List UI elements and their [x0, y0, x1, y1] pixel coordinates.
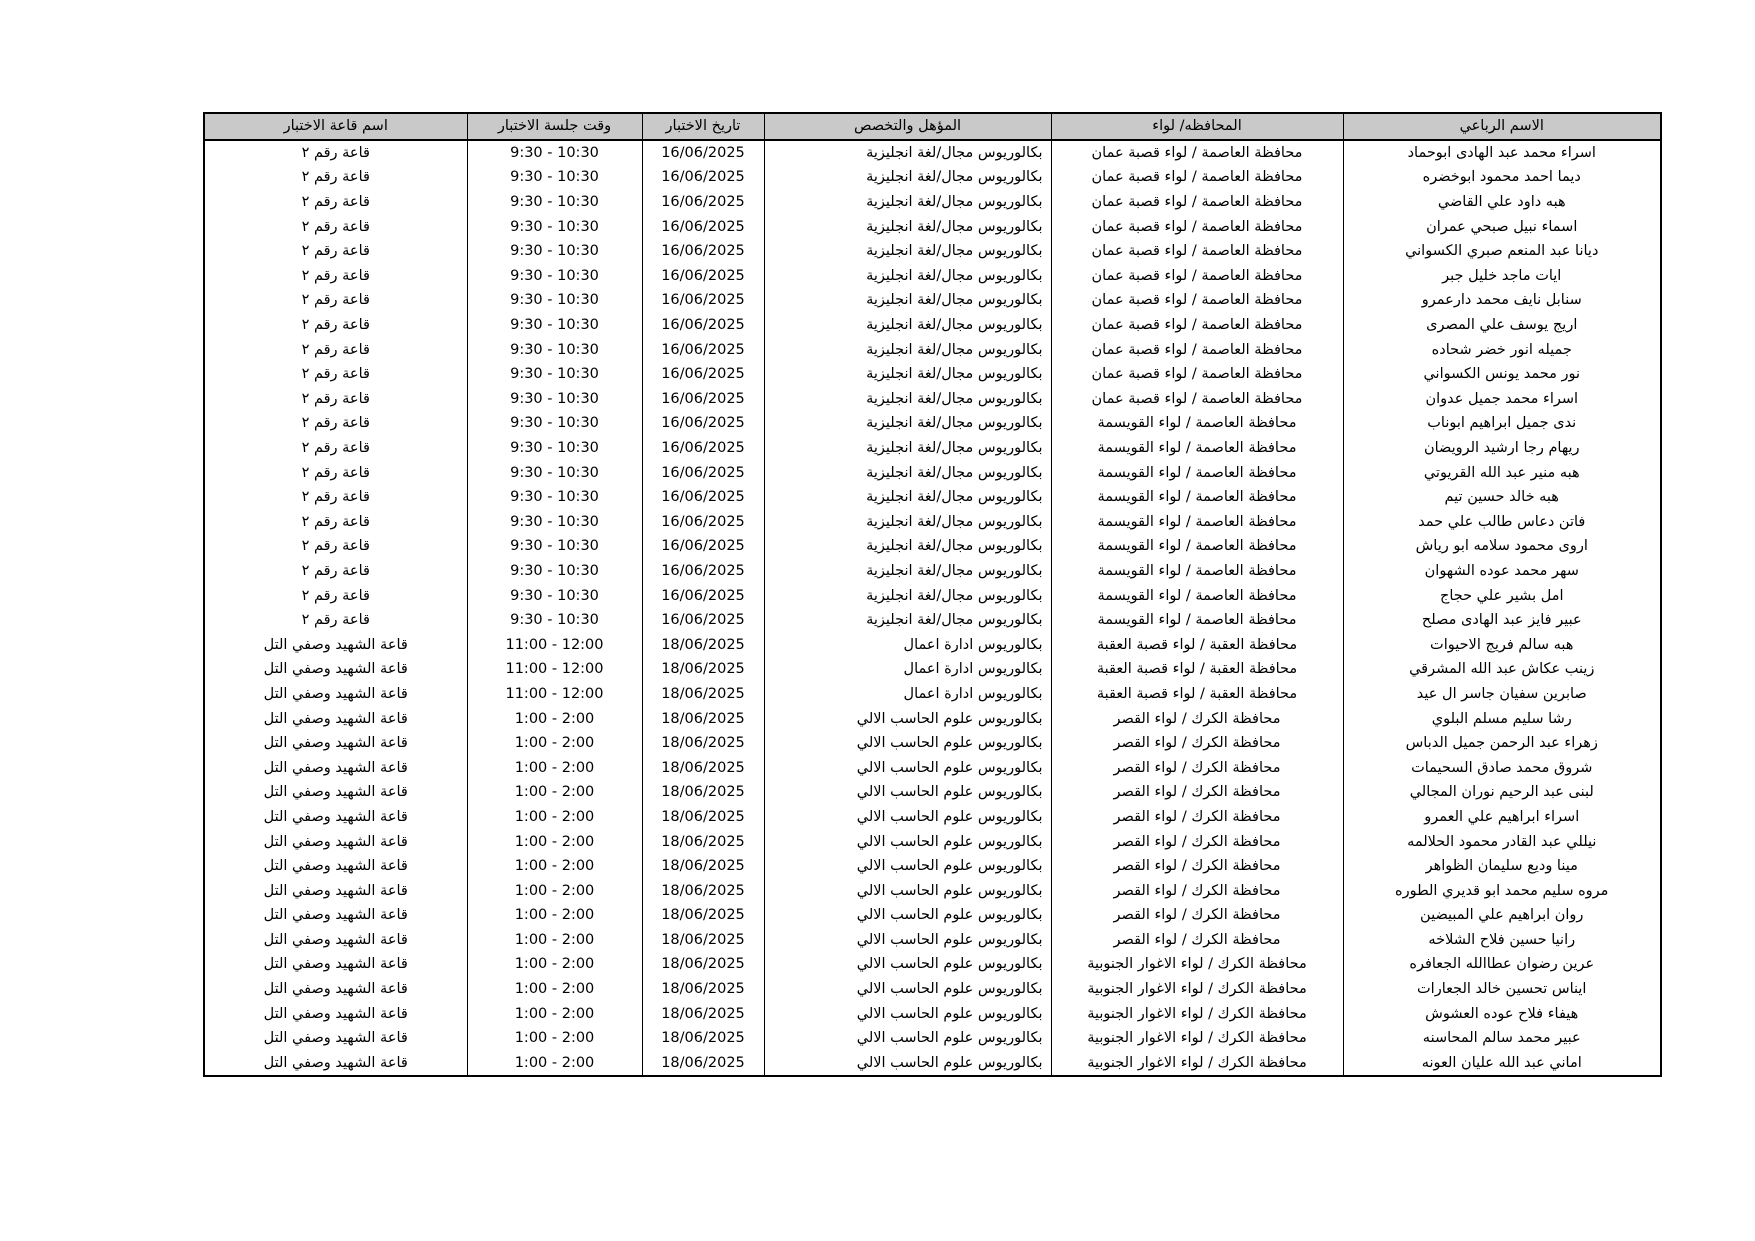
- table-row: [204, 411, 1661, 436]
- name-cell: هبه داود علي القاضي: [1343, 190, 1661, 215]
- name-cell: سهر محمد عوده الشهوان: [1343, 559, 1661, 584]
- governorate-cell: محافظة العاصمة / لواء قصبة عمان: [1051, 362, 1343, 387]
- name-cell: هبه خالد حسين تيم: [1343, 485, 1661, 510]
- date-cell: 18/06/2025: [642, 780, 764, 805]
- hall-cell: قاعة رقم ٢: [204, 337, 467, 362]
- date-cell: 16/06/2025: [642, 608, 764, 633]
- name-cell: اسراء ابراهيم علي العمرو: [1343, 805, 1661, 830]
- date-cell: 18/06/2025: [642, 1026, 764, 1051]
- hall-cell: قاعة رقم ٢: [204, 387, 467, 412]
- governorate-cell: محافظة العاصمة / لواء قصبة عمان: [1051, 239, 1343, 264]
- header-governorate: المحافظه/ لواء: [1051, 113, 1343, 140]
- hall-cell: قاعة الشهيد وصفي التل: [204, 780, 467, 805]
- qualification-cell: بكالوريوس مجال/لغة انجليزية: [764, 165, 1051, 190]
- qualification-cell: بكالوريوس مجال/لغة انجليزية: [764, 239, 1051, 264]
- name-cell: اماني عبد الله عليان العونه: [1343, 1051, 1661, 1077]
- governorate-cell: محافظة العاصمة / لواء القويسمة: [1051, 460, 1343, 485]
- table-row: [204, 780, 1661, 805]
- table-row: [204, 632, 1661, 657]
- qualification-cell: بكالوريوس مجال/لغة انجليزية: [764, 485, 1051, 510]
- qualification-cell: بكالوريوس علوم الحاسب الالي: [764, 1001, 1051, 1026]
- qualification-cell: بكالوريوس علوم الحاسب الالي: [764, 952, 1051, 977]
- name-cell: امل بشير علي حجاج: [1343, 583, 1661, 608]
- date-cell: 16/06/2025: [642, 387, 764, 412]
- time-cell: 9:30 - 10:30: [467, 190, 642, 215]
- time-cell: 1:00 - 2:00: [467, 805, 642, 830]
- date-cell: 16/06/2025: [642, 239, 764, 264]
- date-cell: 16/06/2025: [642, 436, 764, 461]
- hall-cell: قاعة الشهيد وصفي التل: [204, 731, 467, 756]
- qualification-cell: بكالوريوس ادارة اعمال: [764, 632, 1051, 657]
- time-cell: 9:30 - 10:30: [467, 608, 642, 633]
- time-cell: 1:00 - 2:00: [467, 780, 642, 805]
- name-cell: اسراء محمد جميل عدوان: [1343, 387, 1661, 412]
- date-cell: 18/06/2025: [642, 903, 764, 928]
- hall-cell: قاعة رقم ٢: [204, 239, 467, 264]
- governorate-cell: محافظة العقبة / لواء قصبة العقبة: [1051, 657, 1343, 682]
- table-row: [204, 829, 1661, 854]
- governorate-cell: محافظة الكرك / لواء القصر: [1051, 854, 1343, 879]
- hall-cell: قاعة الشهيد وصفي التل: [204, 903, 467, 928]
- date-cell: 18/06/2025: [642, 1051, 764, 1077]
- date-cell: 16/06/2025: [642, 165, 764, 190]
- governorate-cell: محافظة العاصمة / لواء القويسمة: [1051, 534, 1343, 559]
- time-cell: 9:30 - 10:30: [467, 559, 642, 584]
- hall-cell: قاعة رقم ٢: [204, 460, 467, 485]
- hall-cell: قاعة الشهيد وصفي التل: [204, 1051, 467, 1077]
- hall-cell: قاعة الشهيد وصفي التل: [204, 1026, 467, 1051]
- time-cell: 9:30 - 10:30: [467, 362, 642, 387]
- governorate-cell: محافظة العاصمة / لواء قصبة عمان: [1051, 140, 1343, 166]
- table-row: [204, 165, 1661, 190]
- governorate-cell: محافظة العاصمة / لواء القويسمة: [1051, 608, 1343, 633]
- table-row: [204, 214, 1661, 239]
- time-cell: 1:00 - 2:00: [467, 755, 642, 780]
- date-cell: 16/06/2025: [642, 362, 764, 387]
- time-cell: 9:30 - 10:30: [467, 460, 642, 485]
- governorate-cell: محافظة الكرك / لواء القصر: [1051, 731, 1343, 756]
- hall-cell: قاعة رقم ٢: [204, 288, 467, 313]
- table-row: [204, 977, 1661, 1002]
- table-row: [204, 510, 1661, 535]
- name-cell: ايناس تحسين خالد الجعارات: [1343, 977, 1661, 1002]
- qualification-cell: بكالوريوس مجال/لغة انجليزية: [764, 387, 1051, 412]
- hall-cell: قاعة رقم ٢: [204, 140, 467, 166]
- time-cell: 9:30 - 10:30: [467, 387, 642, 412]
- name-cell: ايات ماجد خليل جبر: [1343, 264, 1661, 289]
- time-cell: 1:00 - 2:00: [467, 854, 642, 879]
- name-cell: رانيا حسين فلاح الشلاخه: [1343, 928, 1661, 953]
- hall-cell: قاعة رقم ٢: [204, 583, 467, 608]
- date-cell: 18/06/2025: [642, 854, 764, 879]
- governorate-cell: محافظة العاصمة / لواء القويسمة: [1051, 485, 1343, 510]
- header-date: تاريخ الاختبار: [642, 113, 764, 140]
- governorate-cell: محافظة الكرك / لواء القصر: [1051, 780, 1343, 805]
- time-cell: 1:00 - 2:00: [467, 1051, 642, 1077]
- name-cell: عبير محمد سالم المحاسنه: [1343, 1026, 1661, 1051]
- hall-cell: قاعة الشهيد وصفي التل: [204, 952, 467, 977]
- table-row: [204, 534, 1661, 559]
- time-cell: 9:30 - 10:30: [467, 288, 642, 313]
- table-row: [204, 682, 1661, 707]
- qualification-cell: بكالوريوس علوم الحاسب الالي: [764, 977, 1051, 1002]
- time-cell: 11:00 - 12:00: [467, 657, 642, 682]
- qualification-cell: بكالوريوس مجال/لغة انجليزية: [764, 460, 1051, 485]
- name-cell: عرين رضوان عطاالله الجعافره: [1343, 952, 1661, 977]
- date-cell: 18/06/2025: [642, 755, 764, 780]
- date-cell: 18/06/2025: [642, 805, 764, 830]
- qualification-cell: بكالوريوس مجال/لغة انجليزية: [764, 362, 1051, 387]
- time-cell: 9:30 - 10:30: [467, 510, 642, 535]
- time-cell: 9:30 - 10:30: [467, 264, 642, 289]
- governorate-cell: محافظة العاصمة / لواء القويسمة: [1051, 583, 1343, 608]
- date-cell: 16/06/2025: [642, 190, 764, 215]
- qualification-cell: بكالوريوس مجال/لغة انجليزية: [764, 436, 1051, 461]
- header-time: وقت جلسة الاختبار: [467, 113, 642, 140]
- name-cell: ندى جميل ابراهيم ابوناب: [1343, 411, 1661, 436]
- governorate-cell: محافظة العاصمة / لواء قصبة عمان: [1051, 288, 1343, 313]
- qualification-cell: بكالوريوس مجال/لغة انجليزية: [764, 190, 1051, 215]
- date-cell: 16/06/2025: [642, 214, 764, 239]
- qualification-cell: بكالوريوس مجال/لغة انجليزية: [764, 264, 1051, 289]
- hall-cell: قاعة رقم ٢: [204, 510, 467, 535]
- hall-cell: قاعة رقم ٢: [204, 362, 467, 387]
- governorate-cell: محافظة الكرك / لواء القصر: [1051, 829, 1343, 854]
- qualification-cell: بكالوريوس ادارة اعمال: [764, 657, 1051, 682]
- name-cell: اسراء محمد عبد الهادى ابوحماد: [1343, 140, 1661, 166]
- name-cell: شروق محمد صادق السحيمات: [1343, 755, 1661, 780]
- governorate-cell: محافظة الكرك / لواء القصر: [1051, 755, 1343, 780]
- table-row: [204, 583, 1661, 608]
- time-cell: 1:00 - 2:00: [467, 731, 642, 756]
- governorate-cell: محافظة العاصمة / لواء القويسمة: [1051, 436, 1343, 461]
- time-cell: 9:30 - 10:30: [467, 485, 642, 510]
- qualification-cell: بكالوريوس ادارة اعمال: [764, 682, 1051, 707]
- date-cell: 16/06/2025: [642, 313, 764, 338]
- table-row: [204, 1051, 1661, 1077]
- name-cell: اروى محمود سلامه ابو رياش: [1343, 534, 1661, 559]
- hall-cell: قاعة الشهيد وصفي التل: [204, 805, 467, 830]
- hall-cell: قاعة الشهيد وصفي التل: [204, 829, 467, 854]
- name-cell: ريهام رجا ارشيد الرويضان: [1343, 436, 1661, 461]
- name-cell: جميله انور خضر شحاده: [1343, 337, 1661, 362]
- governorate-cell: محافظة العاصمة / لواء قصبة عمان: [1051, 190, 1343, 215]
- time-cell: 1:00 - 2:00: [467, 1026, 642, 1051]
- date-cell: 18/06/2025: [642, 731, 764, 756]
- time-cell: 9:30 - 10:30: [467, 214, 642, 239]
- name-cell: لبنى عبد الرحيم نوران المجالي: [1343, 780, 1661, 805]
- name-cell: فاتن دعاس طالب علي حمد: [1343, 510, 1661, 535]
- name-cell: نور محمد يونس الكسواني: [1343, 362, 1661, 387]
- date-cell: 16/06/2025: [642, 140, 764, 166]
- governorate-cell: محافظة الكرك / لواء القصر: [1051, 878, 1343, 903]
- date-cell: 18/06/2025: [642, 1001, 764, 1026]
- qualification-cell: بكالوريوس مجال/لغة انجليزية: [764, 411, 1051, 436]
- hall-cell: قاعة رقم ٢: [204, 313, 467, 338]
- governorate-cell: محافظة العاصمة / لواء القويسمة: [1051, 411, 1343, 436]
- time-cell: 9:30 - 10:30: [467, 140, 642, 166]
- date-cell: 18/06/2025: [642, 706, 764, 731]
- time-cell: 1:00 - 2:00: [467, 706, 642, 731]
- time-cell: 9:30 - 10:30: [467, 534, 642, 559]
- exam-schedule-table: [203, 112, 1662, 1077]
- table-row: [204, 460, 1661, 485]
- date-cell: 16/06/2025: [642, 411, 764, 436]
- qualification-cell: بكالوريوس مجال/لغة انجليزية: [764, 583, 1051, 608]
- qualification-cell: بكالوريوس مجال/لغة انجليزية: [764, 559, 1051, 584]
- time-cell: 11:00 - 12:00: [467, 682, 642, 707]
- date-cell: 18/06/2025: [642, 952, 764, 977]
- time-cell: 9:30 - 10:30: [467, 165, 642, 190]
- hall-cell: قاعة الشهيد وصفي التل: [204, 977, 467, 1002]
- table-row: [204, 190, 1661, 215]
- date-cell: 16/06/2025: [642, 485, 764, 510]
- date-cell: 18/06/2025: [642, 928, 764, 953]
- time-cell: 9:30 - 10:30: [467, 436, 642, 461]
- name-cell: عبير فايز عبد الهادى مصلح: [1343, 608, 1661, 633]
- date-cell: 16/06/2025: [642, 337, 764, 362]
- hall-cell: قاعة رقم ٢: [204, 559, 467, 584]
- hall-cell: قاعة رقم ٢: [204, 264, 467, 289]
- governorate-cell: محافظة العقبة / لواء قصبة العقبة: [1051, 632, 1343, 657]
- date-cell: 18/06/2025: [642, 878, 764, 903]
- qualification-cell: بكالوريوس علوم الحاسب الالي: [764, 755, 1051, 780]
- table-row: [204, 805, 1661, 830]
- hall-cell: قاعة رقم ٢: [204, 436, 467, 461]
- hall-cell: قاعة الشهيد وصفي التل: [204, 632, 467, 657]
- qualification-cell: بكالوريوس مجال/لغة انجليزية: [764, 313, 1051, 338]
- table-row: [204, 387, 1661, 412]
- qualification-cell: بكالوريوس علوم الحاسب الالي: [764, 1026, 1051, 1051]
- header-hall: اسم قاعة الاختبار: [204, 113, 467, 140]
- qualification-cell: بكالوريوس مجال/لغة انجليزية: [764, 337, 1051, 362]
- name-cell: صابرين سفيان جاسر ال عيد: [1343, 682, 1661, 707]
- hall-cell: قاعة الشهيد وصفي التل: [204, 755, 467, 780]
- table-row: [204, 436, 1661, 461]
- governorate-cell: محافظة العاصمة / لواء قصبة عمان: [1051, 387, 1343, 412]
- time-cell: 9:30 - 10:30: [467, 583, 642, 608]
- name-cell: زهراء عبد الرحمن جميل الدباس: [1343, 731, 1661, 756]
- time-cell: 11:00 - 12:00: [467, 632, 642, 657]
- qualification-cell: بكالوريوس علوم الحاسب الالي: [764, 780, 1051, 805]
- time-cell: 1:00 - 2:00: [467, 928, 642, 953]
- header-qualification: المؤهل والتخصص: [764, 113, 1051, 140]
- time-cell: 1:00 - 2:00: [467, 903, 642, 928]
- hall-cell: قاعة رقم ٢: [204, 608, 467, 633]
- table-row: [204, 731, 1661, 756]
- table-row: [204, 657, 1661, 682]
- governorate-cell: محافظة الكرك / لواء القصر: [1051, 706, 1343, 731]
- governorate-cell: محافظة العقبة / لواء قصبة العقبة: [1051, 682, 1343, 707]
- qualification-cell: بكالوريوس مجال/لغة انجليزية: [764, 510, 1051, 535]
- governorate-cell: محافظة الكرك / لواء القصر: [1051, 928, 1343, 953]
- table-row: [204, 903, 1661, 928]
- hall-cell: قاعة رقم ٢: [204, 411, 467, 436]
- governorate-cell: محافظة الكرك / لواء الاغوار الجنوبية: [1051, 1026, 1343, 1051]
- qualification-cell: بكالوريوس مجال/لغة انجليزية: [764, 214, 1051, 239]
- time-cell: 9:30 - 10:30: [467, 411, 642, 436]
- date-cell: 16/06/2025: [642, 264, 764, 289]
- governorate-cell: محافظة الكرك / لواء الاغوار الجنوبية: [1051, 1051, 1343, 1077]
- date-cell: 18/06/2025: [642, 829, 764, 854]
- date-cell: 16/06/2025: [642, 534, 764, 559]
- name-cell: اريج يوسف علي المصرى: [1343, 313, 1661, 338]
- date-cell: 18/06/2025: [642, 632, 764, 657]
- name-cell: روان ابراهيم علي المبيضين: [1343, 903, 1661, 928]
- name-cell: هبه سالم فريج الاحيوات: [1343, 632, 1661, 657]
- name-cell: ديانا عبد المنعم صبري الكسواني: [1343, 239, 1661, 264]
- table-row: [204, 854, 1661, 879]
- qualification-cell: بكالوريوس علوم الحاسب الالي: [764, 854, 1051, 879]
- hall-cell: قاعة رقم ٢: [204, 165, 467, 190]
- name-cell: زينب عكاش عبد الله المشرقي: [1343, 657, 1661, 682]
- date-cell: 16/06/2025: [642, 460, 764, 485]
- qualification-cell: بكالوريوس مجال/لغة انجليزية: [764, 140, 1051, 166]
- name-cell: نيللي عبد القادر محمود الحلالمه: [1343, 829, 1661, 854]
- table-row: [204, 559, 1661, 584]
- hall-cell: قاعة الشهيد وصفي التل: [204, 682, 467, 707]
- header-name: الاسم الرباعي: [1343, 113, 1661, 140]
- governorate-cell: محافظة العاصمة / لواء القويسمة: [1051, 510, 1343, 535]
- qualification-cell: بكالوريوس علوم الحاسب الالي: [764, 1051, 1051, 1077]
- table-row: [204, 928, 1661, 953]
- table-row: [204, 140, 1661, 166]
- name-cell: ديما احمد محمود ابوخضره: [1343, 165, 1661, 190]
- governorate-cell: محافظة الكرك / لواء الاغوار الجنوبية: [1051, 952, 1343, 977]
- qualification-cell: بكالوريوس علوم الحاسب الالي: [764, 928, 1051, 953]
- governorate-cell: محافظة العاصمة / لواء قصبة عمان: [1051, 214, 1343, 239]
- time-cell: 1:00 - 2:00: [467, 878, 642, 903]
- table-row: [204, 1001, 1661, 1026]
- hall-cell: قاعة الشهيد وصفي التل: [204, 657, 467, 682]
- table-row: [204, 706, 1661, 731]
- table-row: [204, 485, 1661, 510]
- name-cell: مروه سليم محمد ابو قديري الطوره: [1343, 878, 1661, 903]
- name-cell: رشا سليم مسلم البلوي: [1343, 706, 1661, 731]
- time-cell: 1:00 - 2:00: [467, 977, 642, 1002]
- time-cell: 9:30 - 10:30: [467, 239, 642, 264]
- qualification-cell: بكالوريوس مجال/لغة انجليزية: [764, 534, 1051, 559]
- hall-cell: قاعة الشهيد وصفي التل: [204, 928, 467, 953]
- table-row: [204, 878, 1661, 903]
- table-body: [204, 140, 1661, 1077]
- time-cell: 1:00 - 2:00: [467, 1001, 642, 1026]
- time-cell: 1:00 - 2:00: [467, 952, 642, 977]
- table-row: [204, 755, 1661, 780]
- date-cell: 18/06/2025: [642, 682, 764, 707]
- hall-cell: قاعة رقم ٢: [204, 214, 467, 239]
- name-cell: هيفاء فلاح عوده العشوش: [1343, 1001, 1661, 1026]
- qualification-cell: بكالوريوس علوم الحاسب الالي: [764, 903, 1051, 928]
- hall-cell: قاعة الشهيد وصفي التل: [204, 854, 467, 879]
- hall-cell: قاعة الشهيد وصفي التل: [204, 878, 467, 903]
- qualification-cell: بكالوريوس علوم الحاسب الالي: [764, 829, 1051, 854]
- hall-cell: قاعة رقم ٢: [204, 534, 467, 559]
- date-cell: 16/06/2025: [642, 288, 764, 313]
- time-cell: 1:00 - 2:00: [467, 829, 642, 854]
- name-cell: سنابل نايف محمد دارعمرو: [1343, 288, 1661, 313]
- date-cell: 16/06/2025: [642, 583, 764, 608]
- table-row: [204, 952, 1661, 977]
- governorate-cell: محافظة العاصمة / لواء قصبة عمان: [1051, 313, 1343, 338]
- governorate-cell: محافظة الكرك / لواء القصر: [1051, 805, 1343, 830]
- hall-cell: قاعة الشهيد وصفي التل: [204, 1001, 467, 1026]
- qualification-cell: بكالوريوس علوم الحاسب الالي: [764, 706, 1051, 731]
- governorate-cell: محافظة العاصمة / لواء القويسمة: [1051, 559, 1343, 584]
- name-cell: مينا وديع سليمان الظواهر: [1343, 854, 1661, 879]
- table-row: [204, 337, 1661, 362]
- table-row: [204, 288, 1661, 313]
- governorate-cell: محافظة الكرك / لواء الاغوار الجنوبية: [1051, 1001, 1343, 1026]
- time-cell: 9:30 - 10:30: [467, 337, 642, 362]
- qualification-cell: بكالوريوس علوم الحاسب الالي: [764, 805, 1051, 830]
- date-cell: 16/06/2025: [642, 510, 764, 535]
- table-row: [204, 1026, 1661, 1051]
- name-cell: هبه منير عبد الله القريوتي: [1343, 460, 1661, 485]
- table-row: [204, 239, 1661, 264]
- table-row: [204, 313, 1661, 338]
- hall-cell: قاعة رقم ٢: [204, 190, 467, 215]
- qualification-cell: بكالوريوس علوم الحاسب الالي: [764, 731, 1051, 756]
- table-row: [204, 362, 1661, 387]
- hall-cell: قاعة الشهيد وصفي التل: [204, 706, 467, 731]
- date-cell: 18/06/2025: [642, 977, 764, 1002]
- name-cell: اسماء نبيل صبحي عمران: [1343, 214, 1661, 239]
- governorate-cell: محافظة الكرك / لواء القصر: [1051, 903, 1343, 928]
- qualification-cell: بكالوريوس علوم الحاسب الالي: [764, 878, 1051, 903]
- governorate-cell: محافظة العاصمة / لواء قصبة عمان: [1051, 337, 1343, 362]
- governorate-cell: محافظة الكرك / لواء الاغوار الجنوبية: [1051, 977, 1343, 1002]
- table-row: [204, 264, 1661, 289]
- qualification-cell: بكالوريوس مجال/لغة انجليزية: [764, 288, 1051, 313]
- date-cell: 16/06/2025: [642, 559, 764, 584]
- governorate-cell: محافظة العاصمة / لواء قصبة عمان: [1051, 264, 1343, 289]
- table-row: [204, 608, 1661, 633]
- time-cell: 9:30 - 10:30: [467, 313, 642, 338]
- header-row: [204, 113, 1661, 140]
- governorate-cell: محافظة العاصمة / لواء قصبة عمان: [1051, 165, 1343, 190]
- date-cell: 18/06/2025: [642, 657, 764, 682]
- qualification-cell: بكالوريوس مجال/لغة انجليزية: [764, 608, 1051, 633]
- hall-cell: قاعة رقم ٢: [204, 485, 467, 510]
